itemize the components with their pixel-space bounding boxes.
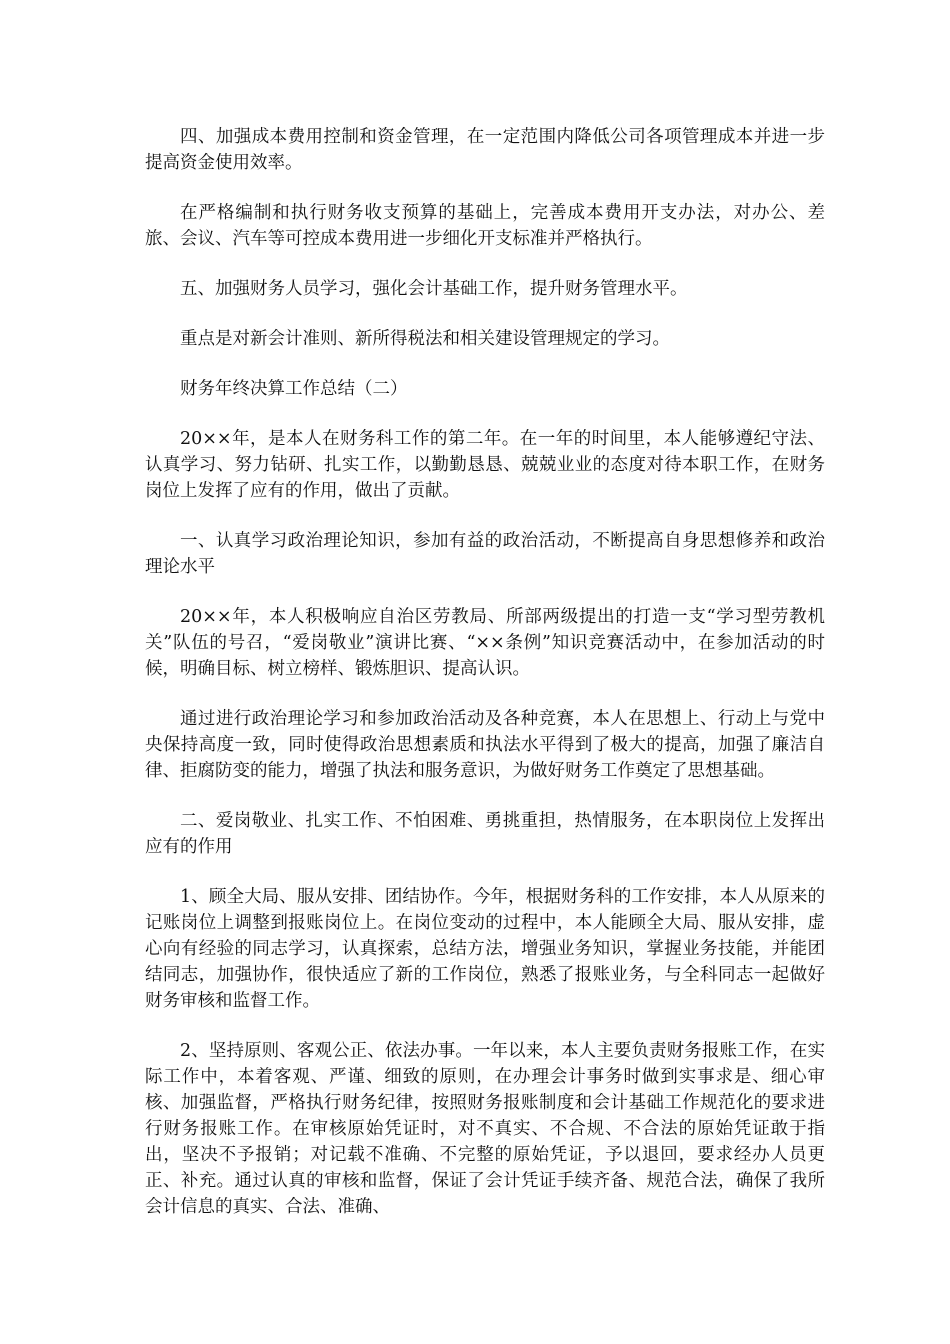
paragraph-activities: 20××年，本人积极响应自治区劳教局、所部两级提出的打造一支“学习型劳教机关”队伍的号召，“爱岗敬业”演讲比赛、“××条例”知识竞赛活动中，在参加活动的时候，明确目标、树立榜样、锻炼胆识、提高认识。	[145, 607, 825, 679]
paragraph-year-intro: 20××年，是本人在财务科工作的第二年。在一年的时间里，本人能够遵纪守法、认真学习、努力钻研、扎实工作，以勤勤恳恳、兢兢业业的态度对待本职工作，在财务岗位上发挥了应有的作用，做出了贡献。	[145, 429, 825, 501]
paragraph-summary-title: 财务年终决算工作总结（二）	[180, 379, 408, 399]
document-body	[145, 124, 825, 1244]
paragraph-item-two: 2、坚持原则、客观公正、依法办事。一年以来，本人主要负责财务报账工作，在实际工作中，本着客观、严谨、细致的原则，在办理会计事务时做到实事求是、细心审核、加强监督，严格执行财务纪律，按照财务报账制度和会计基础工作规范化的要求进行财务报账工作。在审核原始凭证时，对不真实、不合规、不合法的原始凭证敢于指出，坚决不予报销；对记载不准确、不完整的原始凭证，予以退回，要求经办人员更正、补充。通过认真的审核和监督，保证了会计凭证手续齐备、规范合法，确保了我所会计信息的真实、合法、准确、	[145, 1041, 825, 1217]
paragraph-study-focus: 重点是对新会计准则、新所得税法和相关建设管理规定的学习。	[180, 329, 670, 349]
paragraph-political-study: 通过进行政治理论学习和参加政治活动及各种竞赛，本人在思想上、行动上与党中央保持高度一致，同时使得政治思想素质和执法水平得到了极大的提高，加强了廉洁自律、拒腐防变的能力，增强了执法和服务意识，为做好财务工作奠定了思想基础。	[145, 709, 825, 781]
paragraph-budget-control: 在严格编制和执行财务收支预算的基础上，完善成本费用开支办法，对办公、差旅、会议、汽车等可控成本费用进一步细化开支标准并严格执行。	[145, 203, 825, 249]
paragraph-part-two-heading: 二、爱岗敬业、扎实工作、不怕困难、勇挑重担，热情服务，在本职岗位上发挥出应有的作用	[145, 811, 825, 857]
paragraph-item-one: 1、顾全大局、服从安排、团结协作。今年，根据财务科的工作安排，本人从原来的记账岗位上调整到报账岗位上。在岗位变动的过程中，本人能顾全大局、服从安排，虚心向有经验的同志学习，认真探索，总结方法，增强业务知识，掌握业务技能，并能团结同志，加强协作，很快适应了新的工作岗位，熟悉了报账业务，与全科同志一起做好财务审核和监督工作。	[145, 887, 825, 1011]
paragraph-section-five-heading: 五、加强财务人员学习，强化会计基础工作，提升财务管理水平。	[180, 279, 688, 299]
paragraph-part-one-heading: 一、认真学习政治理论知识，参加有益的政治活动，不断提高自身思想修养和政治理论水平	[145, 531, 825, 577]
paragraph-section-four-heading: 四、加强成本费用控制和资金管理，在一定范围内降低公司各项管理成本并进一步提高资金使用效率。	[145, 127, 825, 173]
